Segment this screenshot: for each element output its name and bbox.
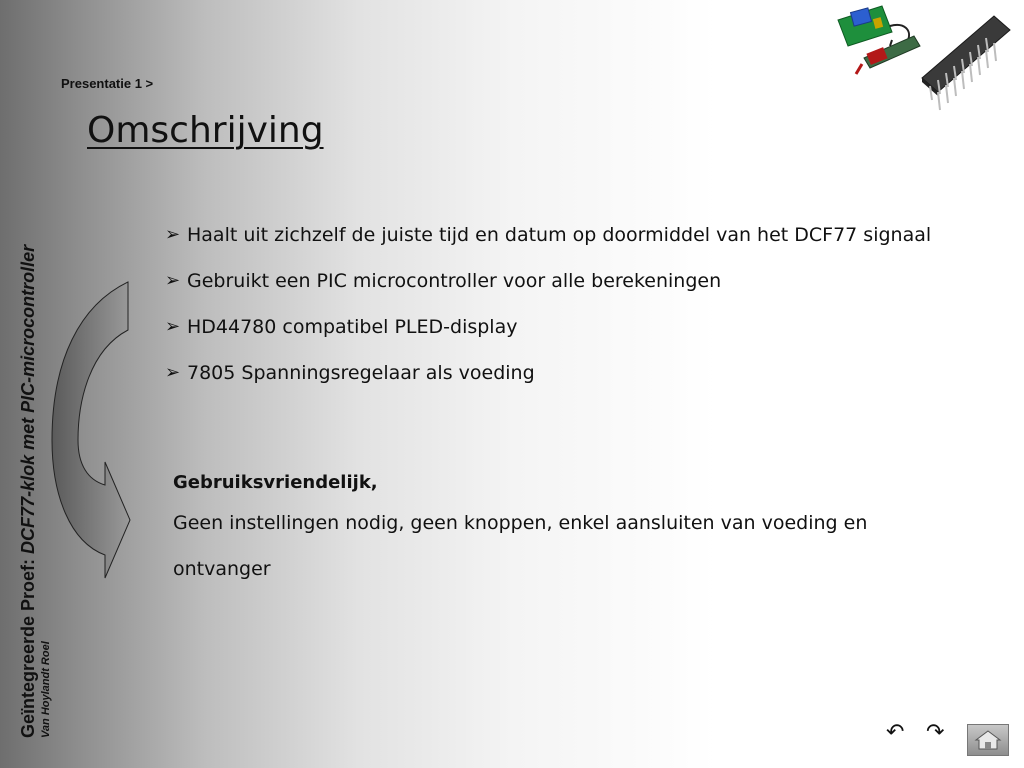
list-item-text: HD44780 compatibel PLED-display bbox=[187, 316, 518, 338]
receiver-pcb-icon bbox=[838, 6, 909, 46]
slide-title: Omschrijving bbox=[87, 110, 324, 151]
list-item bbox=[165, 220, 931, 266]
ferrite-antenna-icon bbox=[856, 36, 920, 74]
bullet-arrow-icon: ➢ bbox=[165, 316, 181, 337]
list-item bbox=[165, 266, 931, 312]
pic-chip-icon bbox=[922, 16, 1010, 110]
bullet-arrow-icon: ➢ bbox=[165, 362, 181, 383]
title-main: Geïntegreerde Proef bbox=[18, 564, 38, 738]
usability-note bbox=[173, 466, 953, 592]
home-icon bbox=[968, 725, 1008, 755]
next-slide-button[interactable]: ↷ bbox=[926, 720, 945, 745]
author-name: Van Hoylandt Roel bbox=[40, 641, 52, 738]
product-photo-graphic bbox=[834, 0, 1014, 118]
home-button[interactable] bbox=[967, 724, 1009, 756]
vertical-presentation-title bbox=[18, 168, 39, 738]
title-subtitle: DCF77-klok met PIC-microcontroller bbox=[18, 244, 38, 554]
list-item bbox=[165, 312, 931, 358]
note-body: Geen instellingen nodig, geen knoppen, enkel aansluiten van voeding en ontvanger bbox=[173, 512, 868, 580]
previous-slide-button[interactable]: ↶ bbox=[886, 720, 905, 745]
bullet-arrow-icon: ➢ bbox=[165, 270, 181, 291]
list-item-text: Haalt uit zichzelf de juiste tijd en datum op doormiddel van het DCF77 signaal bbox=[187, 224, 932, 246]
list-item-text: 7805 Spanningsregelaar als voeding bbox=[187, 362, 535, 384]
feature-list bbox=[165, 220, 931, 404]
list-item-text: Gebruikt een PIC microcontroller voor alle berekeningen bbox=[187, 270, 722, 292]
note-heading: Gebruiksvriendelijk, bbox=[173, 472, 378, 493]
list-item bbox=[165, 358, 931, 404]
breadcrumb-link[interactable]: Presentatie 1 > bbox=[61, 76, 154, 91]
title-separator: : bbox=[18, 553, 38, 565]
curved-arrow-graphic bbox=[50, 280, 132, 580]
bullet-arrow-icon: ➢ bbox=[165, 224, 181, 245]
